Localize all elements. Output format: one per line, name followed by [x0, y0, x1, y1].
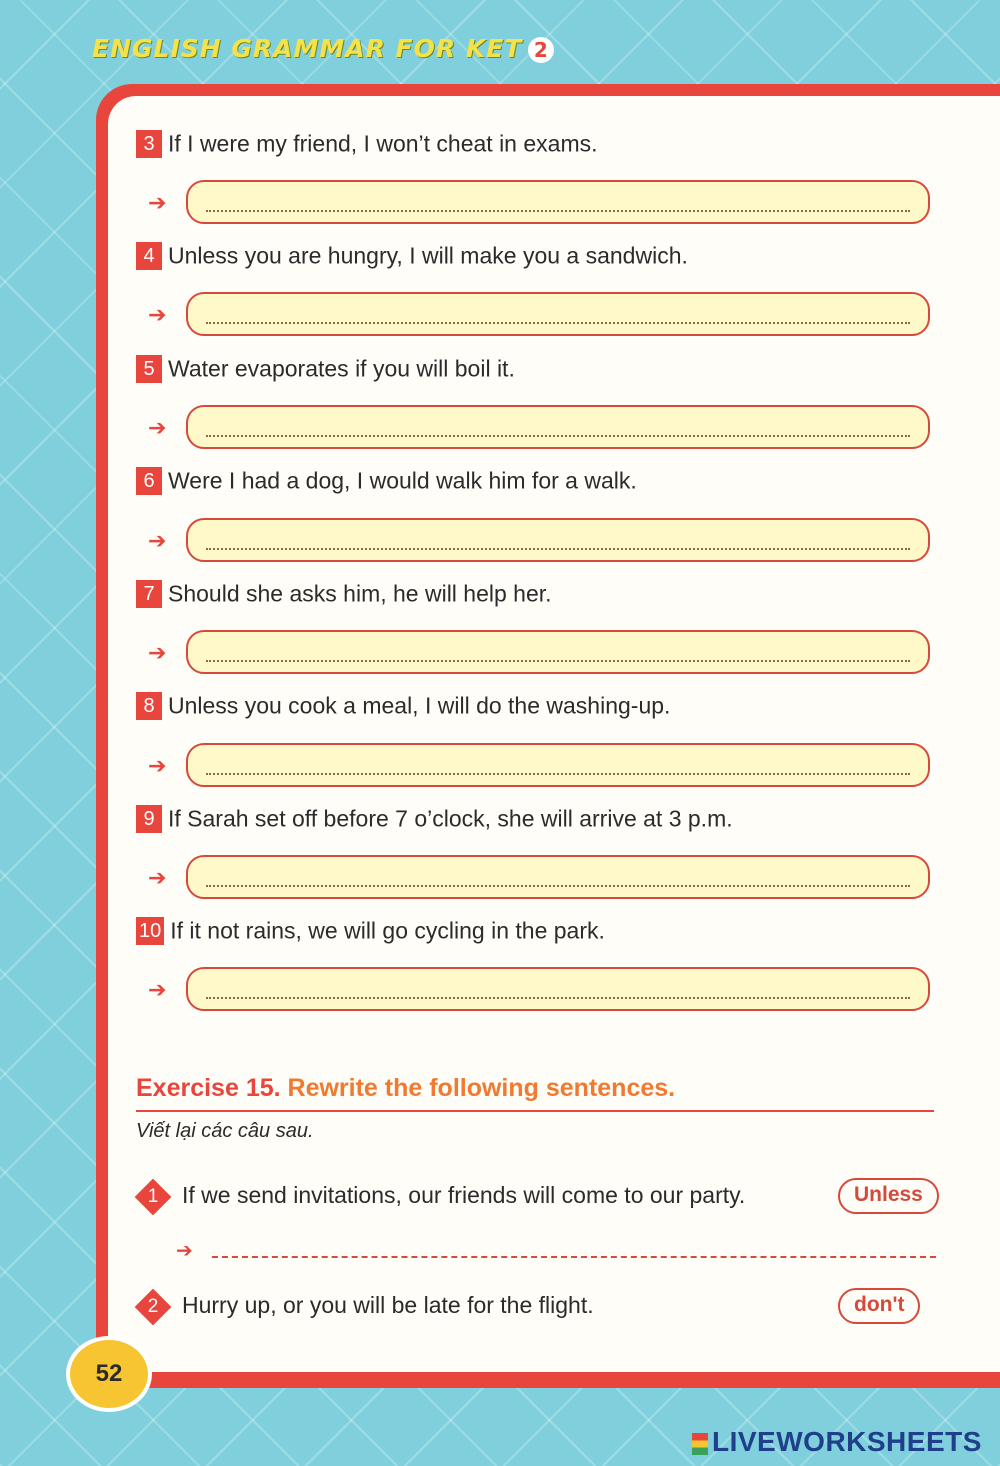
rewrite-sentence: Hurry up, or you will be late for the flight. [182, 1292, 594, 1318]
arrow-icon: ➔ [148, 640, 167, 665]
book-volume-number: 2 [528, 37, 554, 63]
question-sentence: Unless you are hungry, I will make you a sandwich. [168, 242, 688, 269]
question-number-badge: 3 [136, 130, 162, 158]
answer-row-5 [148, 405, 938, 453]
answer-input-10[interactable] [186, 967, 930, 1011]
liveworksheets-logo [692, 1428, 982, 1456]
dotted-line [206, 210, 910, 212]
dotted-line [206, 997, 910, 999]
answer-row-4 [148, 292, 938, 340]
liveworksheets-icon [692, 1433, 708, 1455]
heading-underline [136, 1110, 934, 1112]
question-10 [136, 917, 936, 945]
book-title [92, 34, 554, 63]
answer-row-3 [148, 180, 938, 228]
question-number-badge: 6 [136, 467, 162, 495]
question-sentence: Were I had a dog, I would walk him for a walk. [168, 467, 637, 494]
arrow-icon: ➔ [148, 302, 167, 327]
watermark-text: LIVEWORKSHEETS [712, 1426, 982, 1457]
arrow-icon: ➔ [176, 1240, 193, 1262]
arrow-icon: ➔ [148, 865, 167, 890]
question-number-badge: 10 [136, 917, 164, 945]
question-number-badge: 4 [136, 242, 162, 270]
dashed-answer-line [212, 1256, 936, 1258]
hint-word-dont: don't [838, 1288, 920, 1324]
dotted-line [206, 885, 910, 887]
arrow-icon: ➔ [148, 753, 167, 778]
dotted-line [206, 322, 910, 324]
question-3 [136, 130, 936, 158]
arrow-icon: ➔ [148, 977, 167, 1002]
answer-input-5[interactable] [186, 405, 930, 449]
question-sentence: Should she asks him, he will help her. [168, 580, 552, 607]
answer-input-3[interactable] [186, 180, 930, 224]
exercise-subtitle: Viết lại các câu sau. [136, 1120, 314, 1142]
arrow-icon: ➔ [148, 190, 167, 215]
rewrite-answer-row-1[interactable] [176, 1240, 936, 1264]
question-7 [136, 580, 936, 608]
question-4 [136, 242, 936, 270]
answer-row-7 [148, 630, 938, 678]
answer-row-6 [148, 518, 938, 566]
exercise-15-heading [136, 1074, 675, 1103]
arrow-icon: ➔ [148, 528, 167, 553]
answer-input-6[interactable] [186, 518, 930, 562]
question-sentence: Water evaporates if you will boil it. [168, 355, 515, 382]
dotted-line [206, 773, 910, 775]
answer-row-9 [148, 855, 938, 903]
hint-word-unless: Unless [838, 1178, 939, 1214]
question-sentence: If I were my friend, I won’t cheat in exams. [168, 130, 598, 157]
answer-input-9[interactable] [186, 855, 930, 899]
rewrite-number: 1 [147, 1186, 159, 1207]
answer-row-8 [148, 743, 938, 791]
dotted-line [206, 548, 910, 550]
exercise-instruction: Rewrite the following sentences. [287, 1074, 676, 1102]
question-sentence: If it not rains, we will go cycling in the park. [170, 917, 605, 944]
answer-input-8[interactable] [186, 743, 930, 787]
question-8 [136, 692, 936, 720]
rewrite-number: 2 [147, 1296, 159, 1317]
answer-input-4[interactable] [186, 292, 930, 336]
answer-input-7[interactable] [186, 630, 930, 674]
question-number-badge: 7 [136, 580, 162, 608]
rewrite-sentence: If we send invitations, our friends will come to our party. [182, 1182, 746, 1208]
question-number-badge: 8 [136, 692, 162, 720]
book-title-text: ENGLISH GRAMMAR FOR KET [92, 34, 523, 63]
question-sentence: Unless you cook a meal, I will do the washing-up. [168, 692, 671, 719]
dotted-line [206, 660, 910, 662]
question-6 [136, 467, 936, 495]
question-5 [136, 355, 936, 383]
exercise-label: Exercise 15. [136, 1074, 281, 1102]
question-sentence: If Sarah set off before 7 o’clock, she will arrive at 3 p.m. [168, 805, 733, 832]
question-number-badge: 5 [136, 355, 162, 383]
footer-rule [150, 1374, 1000, 1377]
question-number-badge: 9 [136, 805, 162, 833]
answer-row-10 [148, 967, 938, 1015]
dotted-line [206, 435, 910, 437]
arrow-icon: ➔ [148, 415, 167, 440]
question-9 [136, 805, 936, 833]
page-number: 52 [66, 1336, 152, 1412]
